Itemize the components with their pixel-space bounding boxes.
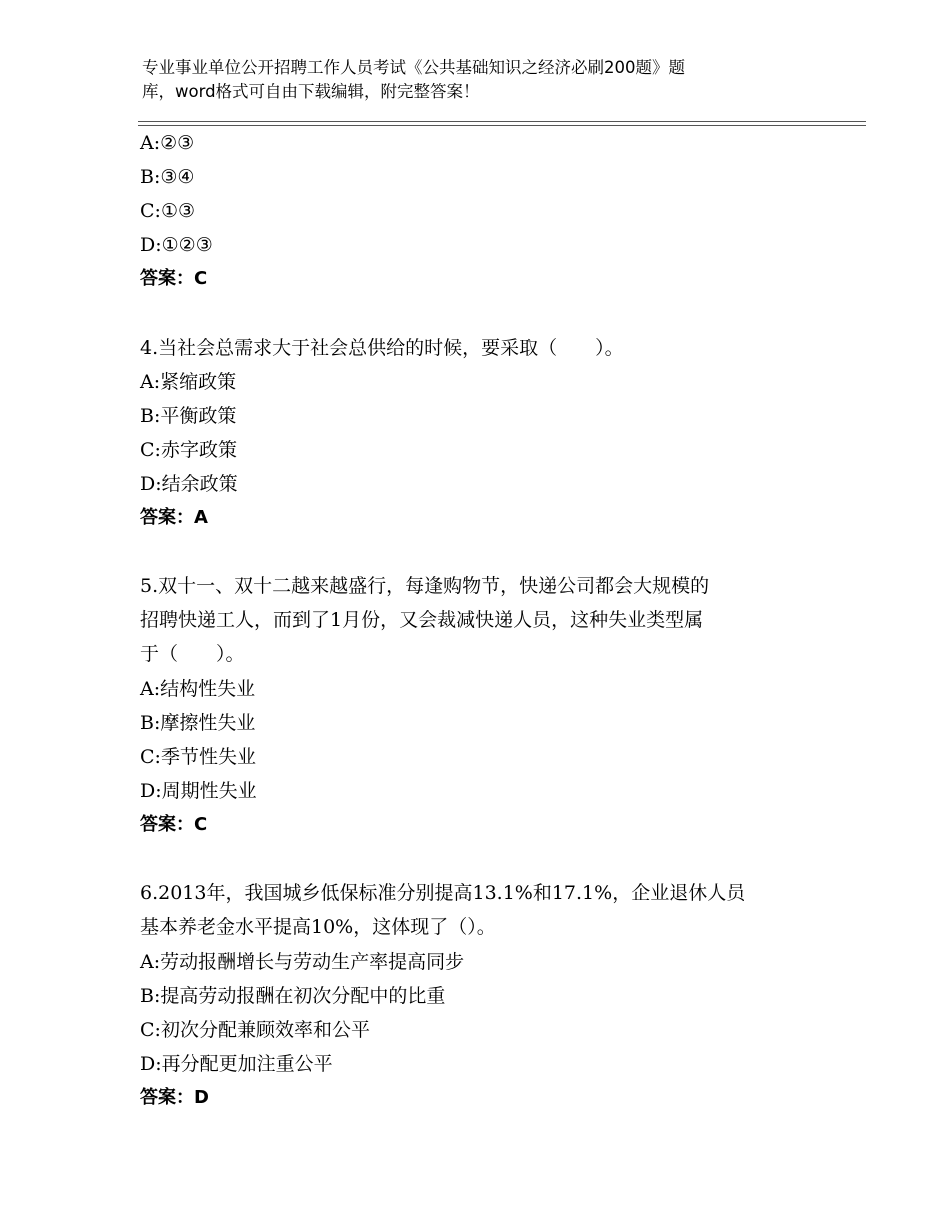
q4-option-b: B:平衡政策 <box>140 405 237 427</box>
q5-option-d: D:周期性失业 <box>140 780 257 802</box>
q6-answer: 答案：D <box>140 1087 209 1108</box>
q6-option-a: A:劳动报酬增长与劳动生产率提高同步 <box>140 951 465 973</box>
q5-stem-line-2: 招聘快递工人，而到了1月份，又会裁减快递人员，这种失业类型属 <box>140 609 704 631</box>
q6-stem-line-1: 6.2013年，我国城乡低保标准分别提高13.1%和17.1%，企业退休人员 <box>140 882 746 904</box>
q3-option-a: A:②③ <box>140 132 195 154</box>
header-line-2: 库，word格式可自由下载编辑，附完整答案！ <box>142 82 480 101</box>
q3-option-c: C:①③ <box>140 200 196 222</box>
header-rule-bottom <box>138 125 866 126</box>
document-header <box>142 56 782 104</box>
q6-option-b: B:提高劳动报酬在初次分配中的比重 <box>140 985 446 1007</box>
q3-option-b: B:③④ <box>140 166 195 188</box>
q5-option-b: B:摩擦性失业 <box>140 712 256 734</box>
q6-stem-line-2: 基本养老金水平提高10%，这体现了（）。 <box>140 916 496 938</box>
q5-option-c: C:季节性失业 <box>140 746 256 768</box>
q4-answer: 答案：A <box>140 507 208 528</box>
q5-option-a: A:结构性失业 <box>140 678 256 700</box>
q3-option-d: D:①②③ <box>140 234 213 256</box>
q4-option-a: A:紧缩政策 <box>140 371 237 393</box>
header-rule-top <box>138 121 866 122</box>
q5-stem-line-3: 于（ ）。 <box>140 643 245 665</box>
header-line-1: 专业事业单位公开招聘工作人员考试《公共基础知识之经济必刷200题》题 <box>142 58 685 77</box>
q4-stem: 4.当社会总需求大于社会总供给的时候，要采取（ ）。 <box>140 337 624 359</box>
q4-option-d: D:结余政策 <box>140 473 238 495</box>
q4-option-c: C:赤字政策 <box>140 439 237 461</box>
q5-answer: 答案：C <box>140 814 208 835</box>
q5-stem-line-1: 5.双十一、双十二越来越盛行，每逢购物节，快递公司都会大规模的 <box>140 575 710 597</box>
q6-option-d: D:再分配更加注重公平 <box>140 1053 333 1075</box>
q3-answer: 答案：C <box>140 268 208 289</box>
q6-option-c: C:初次分配兼顾效率和公平 <box>140 1019 370 1041</box>
